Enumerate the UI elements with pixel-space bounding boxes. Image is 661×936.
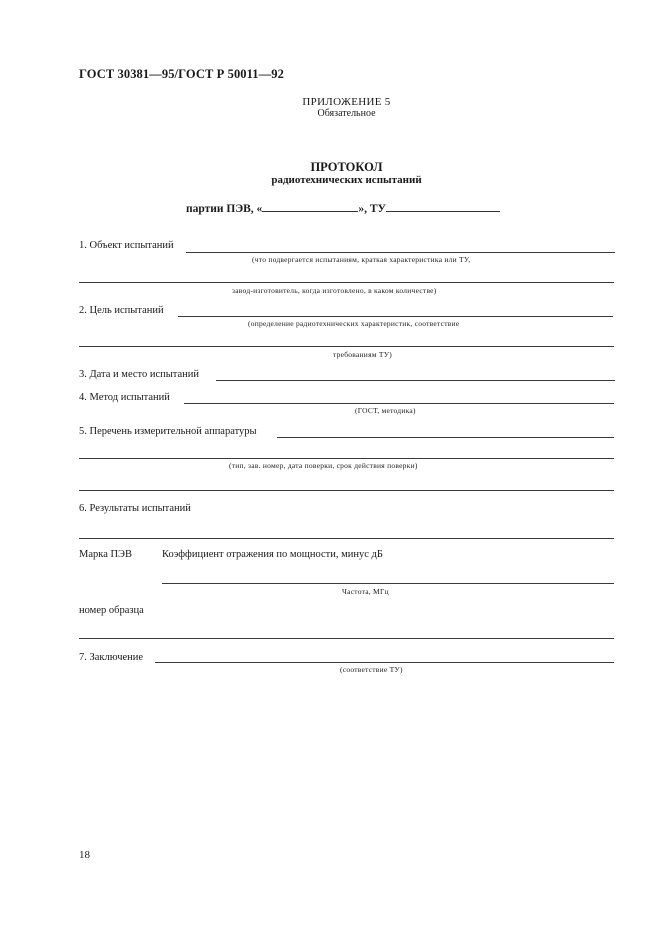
item-purpose-field[interactable] — [178, 316, 613, 317]
sample-number-field[interactable] — [79, 638, 614, 639]
frequency-note: Частота, МГц — [342, 587, 389, 596]
batch-middle: », ТУ — [358, 203, 386, 215]
item-conclusion-field[interactable] — [155, 662, 614, 663]
item-equipment-field-3[interactable] — [79, 490, 614, 491]
page-number: 18 — [79, 849, 90, 861]
batch-prefix: партии ПЭВ, « — [186, 203, 263, 215]
coefficient-label: Коэффициент отражения по мощности, минус дБ — [162, 549, 383, 560]
item-method-note: (ГОСТ, методика) — [355, 406, 416, 415]
sample-number-label: номер образца — [79, 605, 144, 616]
standard-header: ГОСТ 30381—95/ГОСТ Р 50011—92 — [79, 67, 284, 81]
item-purpose-note-2: требованиям ТУ) — [333, 350, 393, 359]
brand-label: Марка ПЭВ — [79, 549, 132, 560]
item-object-field-2[interactable] — [79, 282, 614, 283]
item-purpose-field-2[interactable] — [79, 346, 614, 347]
item-equipment-field-2[interactable] — [79, 458, 614, 459]
item-object-note-1: (что подвергается испытаниям, краткая характеристика или ТУ, — [252, 255, 471, 264]
protocol-subtitle: радиотехнических испытаний — [271, 174, 422, 186]
item-results-label: 6. Результаты испытаний — [79, 503, 191, 514]
appendix-status: Обязательное — [317, 108, 376, 119]
item-equipment-note: (тип, зав. номер, дата поверки, срок действия поверки) — [229, 461, 418, 470]
item-object-label: 1. Объект испытаний — [79, 240, 174, 251]
protocol-title: ПРОТОКОЛ — [310, 160, 383, 174]
item-purpose-note-1: (определение радиотехнических характеристик, соответствие — [248, 319, 460, 328]
item-method-label: 4. Метод испытаний — [79, 392, 170, 403]
batch-date-field[interactable] — [262, 200, 358, 212]
frequency-field[interactable] — [162, 583, 614, 584]
item-date-place-field[interactable] — [216, 380, 615, 381]
item-conclusion-label: 7. Заключение — [79, 652, 144, 663]
item-purpose-label: 2. Цель испытаний — [79, 305, 164, 316]
batch-tu-field[interactable] — [386, 200, 500, 212]
item-equipment-label: 5. Перечень измерительной аппаратуры — [79, 426, 257, 437]
item-method-field[interactable] — [184, 403, 614, 404]
item-date-place-label: 3. Дата и место испытаний — [79, 369, 200, 380]
batch-line — [186, 200, 500, 215]
item-equipment-field[interactable] — [277, 437, 614, 438]
item-results-field[interactable] — [79, 538, 614, 539]
item-conclusion-note: (соответствие ТУ) — [340, 665, 403, 674]
appendix-title: ПРИЛОЖЕНИЕ 5 — [302, 96, 391, 108]
item-object-field[interactable] — [186, 252, 615, 253]
item-object-note-2: завод-изготовитель, когда изготовлено, в каком количестве) — [232, 286, 437, 295]
